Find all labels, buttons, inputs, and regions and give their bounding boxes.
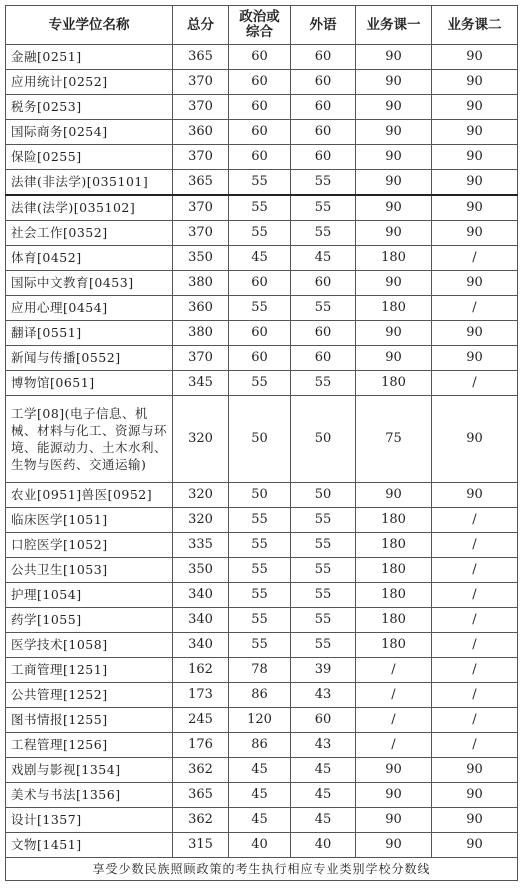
cell-total-score: 340 (173, 633, 229, 658)
cell-language-score: 55 (291, 583, 356, 608)
cell-program-name: 护理[1054] (6, 583, 173, 608)
cell-program-name: 应用统计[0252] (6, 70, 173, 95)
cell-total-score: 245 (173, 708, 229, 733)
cell-language-score: 60 (291, 346, 356, 371)
table-row (6, 658, 518, 683)
table-row (6, 120, 518, 145)
cell-language-score: 40 (291, 833, 356, 858)
cell-politics-score: 55 (229, 371, 291, 396)
cell-language-score: 60 (291, 95, 356, 120)
cell-subject-one-score: / (356, 683, 432, 708)
cell-subject-two-score: / (432, 733, 518, 758)
cell-politics-score: 60 (229, 145, 291, 170)
cell-program-name: 体育[0452] (6, 246, 173, 271)
cell-program-name: 公共管理[1252] (6, 683, 173, 708)
cell-politics-score: 120 (229, 708, 291, 733)
cell-subject-one-score: 180 (356, 508, 432, 533)
table-row (6, 396, 518, 483)
cell-politics-score: 60 (229, 70, 291, 95)
cell-subject-two-score: / (432, 583, 518, 608)
cell-politics-score: 86 (229, 733, 291, 758)
cell-language-score: 55 (291, 170, 356, 196)
cell-subject-two-score: 90 (432, 145, 518, 170)
table-row (6, 558, 518, 583)
cell-language-score: 60 (291, 70, 356, 95)
cell-total-score: 162 (173, 658, 229, 683)
cell-politics-score: 55 (229, 508, 291, 533)
cell-program-name: 法律(法学)[035102] (6, 195, 173, 221)
cell-language-score: 60 (291, 321, 356, 346)
cell-subject-two-score: 90 (432, 396, 518, 483)
cell-subject-two-score: 90 (432, 808, 518, 833)
footer-row (6, 858, 518, 881)
cell-program-name: 公共卫生[1053] (6, 558, 173, 583)
cell-program-name: 博物馆[0651] (6, 371, 173, 396)
cell-subject-two-score: / (432, 608, 518, 633)
cell-language-score: 45 (291, 783, 356, 808)
cell-program-name: 设计[1357] (6, 808, 173, 833)
cell-language-score: 45 (291, 246, 356, 271)
cell-total-score: 370 (173, 346, 229, 371)
cell-program-name: 国际商务[0254] (6, 120, 173, 145)
cell-language-score: 60 (291, 708, 356, 733)
cell-language-score: 60 (291, 120, 356, 145)
table-body (6, 45, 518, 858)
cell-total-score: 365 (173, 783, 229, 808)
cell-subject-one-score: / (356, 733, 432, 758)
cell-total-score: 360 (173, 296, 229, 321)
table-row (6, 70, 518, 95)
header-row (6, 6, 518, 45)
cell-subject-one-score: 90 (356, 45, 432, 70)
cell-language-score: 55 (291, 221, 356, 246)
cell-subject-one-score: 90 (356, 783, 432, 808)
cell-subject-two-score: / (432, 708, 518, 733)
cell-subject-two-score: 90 (432, 120, 518, 145)
cell-total-score: 345 (173, 371, 229, 396)
table-row (6, 483, 518, 508)
cell-politics-score: 55 (229, 633, 291, 658)
cell-politics-score: 45 (229, 246, 291, 271)
cell-subject-one-score: 90 (356, 483, 432, 508)
cell-total-score: 370 (173, 221, 229, 246)
cell-program-name: 临床医学[1051] (6, 508, 173, 533)
cell-total-score: 370 (173, 145, 229, 170)
cell-subject-two-score: 90 (432, 271, 518, 296)
cell-subject-two-score: 90 (432, 783, 518, 808)
cell-total-score: 365 (173, 170, 229, 196)
cell-subject-one-score: 90 (356, 95, 432, 120)
table-row (6, 733, 518, 758)
cell-politics-score: 45 (229, 783, 291, 808)
cell-language-score: 55 (291, 533, 356, 558)
cell-subject-one-score: 75 (356, 396, 432, 483)
cell-politics-score: 60 (229, 321, 291, 346)
cell-politics-score: 86 (229, 683, 291, 708)
cell-language-score: 60 (291, 271, 356, 296)
cell-subject-two-score: / (432, 683, 518, 708)
table-row (6, 95, 518, 120)
cell-total-score: 335 (173, 533, 229, 558)
table-row (6, 195, 518, 221)
cell-subject-one-score: / (356, 708, 432, 733)
table-row (6, 45, 518, 70)
cell-subject-one-score: 90 (356, 271, 432, 296)
cell-language-score: 55 (291, 608, 356, 633)
cell-total-score: 380 (173, 321, 229, 346)
header-total-score: 总分 (173, 6, 229, 45)
header-subject-one: 业务课一 (356, 6, 432, 45)
cell-subject-one-score: 90 (356, 70, 432, 95)
cell-program-name: 农业[0951]兽医[0952] (6, 483, 173, 508)
cell-subject-two-score: 90 (432, 221, 518, 246)
cell-politics-score: 55 (229, 533, 291, 558)
table-row (6, 246, 518, 271)
cell-subject-two-score: / (432, 633, 518, 658)
cell-total-score: 173 (173, 683, 229, 708)
cell-subject-one-score: 90 (356, 833, 432, 858)
cell-subject-two-score: / (432, 296, 518, 321)
cell-language-score: 60 (291, 45, 356, 70)
cell-program-name: 应用心理[0454] (6, 296, 173, 321)
header-program-name: 专业学位名称 (6, 6, 173, 45)
cell-subject-one-score: 180 (356, 633, 432, 658)
cell-subject-two-score: / (432, 246, 518, 271)
cell-total-score: 370 (173, 95, 229, 120)
cell-program-name: 口腔医学[1052] (6, 533, 173, 558)
cell-politics-score: 55 (229, 583, 291, 608)
cell-total-score: 320 (173, 508, 229, 533)
cell-politics-score: 40 (229, 833, 291, 858)
table-row (6, 583, 518, 608)
cell-total-score: 362 (173, 808, 229, 833)
table-row (6, 508, 518, 533)
table-row (6, 321, 518, 346)
cell-subject-one-score: 90 (356, 221, 432, 246)
cell-politics-score: 45 (229, 808, 291, 833)
cell-subject-two-score: 90 (432, 170, 518, 196)
cell-program-name: 文物[1451] (6, 833, 173, 858)
table-row (6, 221, 518, 246)
cell-program-name: 美术与书法[1356] (6, 783, 173, 808)
cell-total-score: 350 (173, 246, 229, 271)
table-row (6, 346, 518, 371)
cell-language-score: 55 (291, 371, 356, 396)
table-row (6, 783, 518, 808)
cell-subject-two-score: 90 (432, 70, 518, 95)
cell-program-name: 工程管理[1256] (6, 733, 173, 758)
cell-program-name: 金融[0251] (6, 45, 173, 70)
cell-politics-score: 55 (229, 170, 291, 196)
cell-language-score: 55 (291, 508, 356, 533)
cell-language-score: 50 (291, 396, 356, 483)
table-row (6, 683, 518, 708)
cell-subject-one-score: 180 (356, 533, 432, 558)
cell-politics-score: 55 (229, 221, 291, 246)
table-row (6, 633, 518, 658)
cell-subject-two-score: 90 (432, 195, 518, 221)
cell-total-score: 380 (173, 271, 229, 296)
cell-program-name: 法律(非法学)[035101] (6, 170, 173, 196)
table-row (6, 608, 518, 633)
cell-subject-one-score: / (356, 658, 432, 683)
cell-subject-one-score: 180 (356, 296, 432, 321)
cell-total-score: 370 (173, 195, 229, 221)
cell-subject-two-score: 90 (432, 95, 518, 120)
cell-language-score: 55 (291, 558, 356, 583)
cell-total-score: 320 (173, 483, 229, 508)
cell-total-score: 320 (173, 396, 229, 483)
cell-program-name: 保险[0255] (6, 145, 173, 170)
cell-total-score: 340 (173, 583, 229, 608)
cell-program-name: 国际中文教育[0453] (6, 271, 173, 296)
cell-program-name: 图书情报[1255] (6, 708, 173, 733)
cell-language-score: 50 (291, 483, 356, 508)
score-table (5, 5, 518, 881)
cell-program-name: 工商管理[1251] (6, 658, 173, 683)
cell-subject-one-score: 90 (356, 120, 432, 145)
cell-total-score: 340 (173, 608, 229, 633)
cell-subject-two-score: 90 (432, 483, 518, 508)
cell-subject-one-score: 180 (356, 246, 432, 271)
cell-program-name: 税务[0253] (6, 95, 173, 120)
table-row (6, 145, 518, 170)
cell-politics-score: 60 (229, 45, 291, 70)
table-row (6, 808, 518, 833)
cell-subject-one-score: 90 (356, 195, 432, 221)
cell-program-name: 医学技术[1058] (6, 633, 173, 658)
cell-subject-two-score: 90 (432, 833, 518, 858)
cell-subject-one-score: 90 (356, 758, 432, 783)
cell-program-name: 新闻与传播[0552] (6, 346, 173, 371)
cell-politics-score: 60 (229, 346, 291, 371)
footer-notice: 享受少数民族照顾政策的考生执行相应专业类别学校分数线 (6, 858, 518, 881)
cell-total-score: 360 (173, 120, 229, 145)
cell-subject-two-score: / (432, 558, 518, 583)
cell-language-score: 43 (291, 683, 356, 708)
cell-total-score: 370 (173, 70, 229, 95)
cell-subject-one-score: 180 (356, 608, 432, 633)
cell-language-score: 45 (291, 808, 356, 833)
cell-language-score: 39 (291, 658, 356, 683)
cell-total-score: 365 (173, 45, 229, 70)
cell-subject-two-score: 90 (432, 45, 518, 70)
cell-total-score: 350 (173, 558, 229, 583)
cell-politics-score: 50 (229, 396, 291, 483)
cell-politics-score: 55 (229, 608, 291, 633)
cell-subject-two-score: / (432, 371, 518, 396)
cell-program-name: 戏剧与影视[1354] (6, 758, 173, 783)
cell-politics-score: 55 (229, 558, 291, 583)
table-row (6, 371, 518, 396)
table-row (6, 271, 518, 296)
cell-language-score: 55 (291, 195, 356, 221)
cell-total-score: 315 (173, 833, 229, 858)
cell-politics-score: 60 (229, 271, 291, 296)
cell-politics-score: 78 (229, 658, 291, 683)
cell-subject-one-score: 90 (356, 170, 432, 196)
cell-total-score: 176 (173, 733, 229, 758)
cell-total-score: 362 (173, 758, 229, 783)
header-politics: 政治或 综合 (229, 6, 291, 45)
cell-politics-score: 55 (229, 195, 291, 221)
table-row (6, 708, 518, 733)
table-row (6, 758, 518, 783)
cell-language-score: 55 (291, 633, 356, 658)
cell-politics-score: 60 (229, 120, 291, 145)
cell-language-score: 55 (291, 296, 356, 321)
cell-subject-two-score: / (432, 508, 518, 533)
cell-subject-two-score: 90 (432, 346, 518, 371)
cell-program-name: 社会工作[0352] (6, 221, 173, 246)
cell-subject-one-score: 90 (356, 346, 432, 371)
cell-language-score: 43 (291, 733, 356, 758)
table-row (6, 296, 518, 321)
cell-politics-score: 50 (229, 483, 291, 508)
cell-politics-score: 45 (229, 758, 291, 783)
cell-subject-one-score: 90 (356, 321, 432, 346)
cell-language-score: 60 (291, 145, 356, 170)
cell-subject-two-score: / (432, 533, 518, 558)
cell-program-name: 药学[1055] (6, 608, 173, 633)
table-row (6, 533, 518, 558)
cell-subject-one-score: 180 (356, 371, 432, 396)
cell-subject-two-score: 90 (432, 321, 518, 346)
header-subject-two: 业务课二 (432, 6, 518, 45)
cell-subject-one-score: 90 (356, 808, 432, 833)
cell-subject-two-score: / (432, 658, 518, 683)
cell-program-name: 工学[08](电子信息、机械、材料与化工、资源与环境、能源动力、土木水利、生物与医药、交通运输) (6, 396, 173, 483)
cell-language-score: 45 (291, 758, 356, 783)
table-row (6, 170, 518, 196)
cell-subject-one-score: 180 (356, 558, 432, 583)
table-row (6, 833, 518, 858)
cell-subject-one-score: 90 (356, 145, 432, 170)
header-foreign-language: 外语 (291, 6, 356, 45)
cell-politics-score: 55 (229, 296, 291, 321)
cell-politics-score: 60 (229, 95, 291, 120)
cell-subject-two-score: 90 (432, 758, 518, 783)
cell-program-name: 翻译[0551] (6, 321, 173, 346)
cell-subject-one-score: 180 (356, 583, 432, 608)
